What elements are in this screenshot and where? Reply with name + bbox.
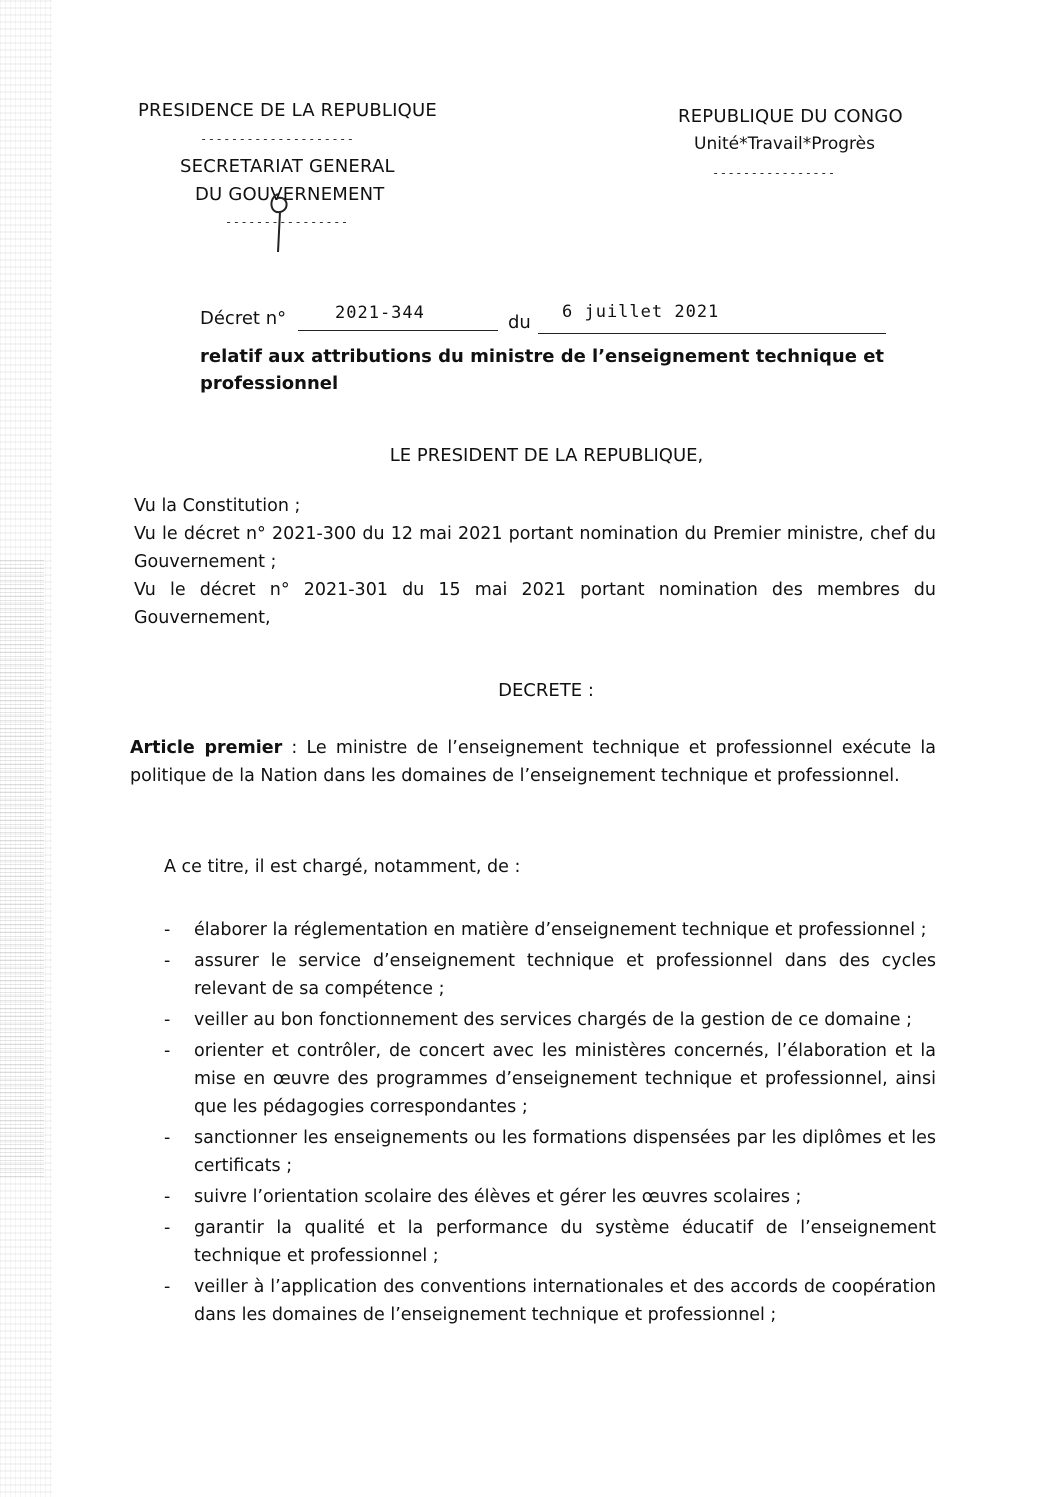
list-item-text: veiller à l’application des conventions internationales et des accords de coopération dans les domaines de l’enseignement technique et professionnel ; — [194, 1277, 936, 1325]
decrete-heading: DECRETE : — [498, 680, 594, 701]
header-left-separator-2: ---------------- — [225, 215, 349, 229]
intro-text: A ce titre, il est chargé, notamment, de : — [164, 857, 521, 877]
consideration-constitution: Vu la Constitution ; — [134, 496, 301, 516]
handwritten-mark — [260, 188, 300, 258]
list-dash: - — [164, 1041, 171, 1061]
list-item — [164, 1273, 936, 1329]
list-item — [164, 1037, 936, 1121]
president-heading: LE PRESIDENT DE LA REPUBLIQUE, — [389, 445, 704, 466]
article-premier-separator: : — [282, 738, 307, 758]
decree-date-underline — [538, 333, 886, 334]
header-left-separator-1: -------------------- — [200, 132, 355, 146]
considerations — [134, 492, 936, 632]
list-item — [164, 1006, 936, 1034]
decree-du: du — [508, 312, 531, 333]
header-republique: REPUBLIQUE DU CONGO — [678, 106, 903, 127]
list-dash: - — [164, 1128, 171, 1148]
list-item — [164, 1183, 936, 1211]
consideration-decree-2021-300: Vu le décret n° 2021-300 du 12 mai 2021 portant nomination du Premier ministre, chef du Gouvernement ; — [134, 524, 936, 572]
header-presidence: PRESIDENCE DE LA REPUBLIQUE — [138, 100, 437, 121]
list-dash: - — [164, 1187, 171, 1207]
list-dash: - — [164, 920, 171, 940]
decree-label: Décret n° — [200, 308, 287, 329]
decree-number: 2021-344 — [335, 303, 425, 323]
list-item-text: assurer le service d’enseignement technique et professionnel dans des cycles relevant de sa compétence ; — [194, 951, 936, 999]
list-dash: - — [164, 951, 171, 971]
decree-number-underline — [298, 330, 498, 331]
header-right-separator: ---------------- — [712, 166, 836, 180]
list-dash: - — [164, 1277, 171, 1297]
list-item-text: orienter et contrôler, de concert avec les ministères concernés, l’élaboration et la mise en œuvre des programmes d’enseignement technique et professionnel, ainsi que les pédagogies correspondantes ; — [194, 1041, 936, 1117]
article-premier-label: Article premier — [130, 738, 283, 758]
decree-title: relatif aux attributions du ministre de l’enseignement technique et professionnel — [200, 346, 884, 394]
attributions-list — [164, 916, 936, 1332]
list-dash: - — [164, 1218, 171, 1238]
list-item — [164, 916, 936, 944]
list-item-text: suivre l’orientation scolaire des élèves et gérer les œuvres scolaires ; — [194, 1187, 802, 1207]
header-gouvernement: DU GOUVERNEMENT — [195, 184, 385, 205]
list-dash: - — [164, 1010, 171, 1030]
list-item-text: garantir la qualité et la performance du système éducatif de l’enseignement technique et professionnel ; — [194, 1218, 936, 1266]
list-item — [164, 947, 936, 1003]
list-item — [164, 1124, 936, 1180]
header-secretariat: SECRETARIAT GENERAL — [180, 156, 395, 177]
list-item — [164, 1214, 936, 1270]
article-premier-text: Le ministre de l’enseignement technique et professionnel exécute la politique de la Nation dans les domaines de l’enseignement technique et professionnel. — [130, 738, 936, 786]
list-item-text: élaborer la réglementation en matière d’enseignement technique et professionnel ; — [194, 920, 927, 940]
list-item-text: sanctionner les enseignements ou les formations dispensées par les diplômes et les certificats ; — [194, 1128, 936, 1176]
scan-edge-noise-dense — [0, 560, 44, 1180]
consideration-decree-2021-301: Vu le décret n° 2021-301 du 15 mai 2021 portant nomination des membres du Gouvernement, — [134, 580, 936, 628]
list-item-text: veiller au bon fonctionnement des services chargés de la gestion de ce domaine ; — [194, 1010, 912, 1030]
decree-date: 6 juillet 2021 — [562, 302, 720, 322]
article-premier — [130, 734, 936, 790]
header-motto: Unité*Travail*Progrès — [694, 134, 875, 154]
